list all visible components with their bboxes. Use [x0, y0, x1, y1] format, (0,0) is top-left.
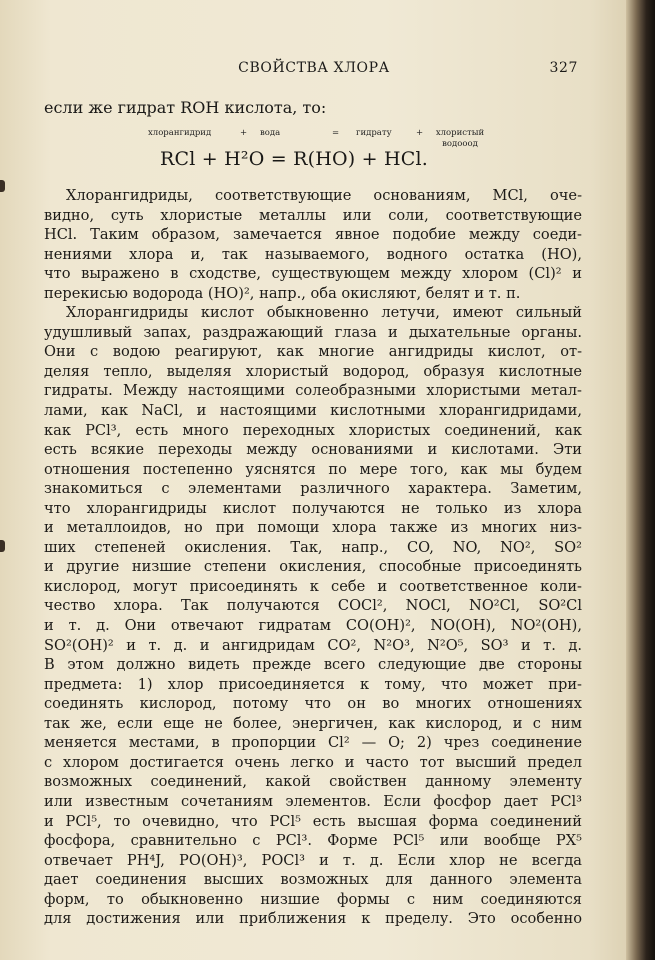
text-line: видно, суть хлористые металлы или соли, соответствующие [44, 206, 582, 224]
text-line: отвечает PH⁴J, PO(OH)³, POCl³ и т. д. Если хлор не всегда [44, 851, 582, 869]
text-line: как PCl³, есть много переходных хлористых соединений, как [44, 421, 582, 439]
text-line: с хлором достигается очень легко и часто тот высший предел [44, 753, 582, 771]
text-line: деляя тепло, выделяя хлористый водород, образуя кислотные [44, 362, 582, 380]
equation-label-hydrogen-chloride: хлористый водоoод [435, 128, 485, 149]
text-line: гидраты. Между настоящими солеобразными хлористыми метал- [44, 382, 582, 400]
text-line: и другие низшие степени окисления, способные присоединять [44, 558, 582, 576]
page-header-title: СВОЙСТВА ХЛОРА [238, 60, 390, 76]
chemical-equation: RCl + H²O = R(HO) + HCl. [160, 148, 428, 170]
text-line: удушливый запах, раздражающий глаза и дыхательные органы. [44, 323, 582, 341]
text-line: отношения постепенно уяснятся по мере того, как мы будем [44, 460, 582, 478]
page-edge-mark [0, 540, 5, 552]
text-line: что хлорангидриды кислот получаются не только из хлора [44, 499, 582, 517]
text-line: есть всякие переходы между основаниями и кислотами. Эти [44, 441, 582, 459]
equation-label-water: вода [260, 128, 281, 138]
text-line: или известным сочетаниям элементов. Если фосфор дает PCl³ [44, 792, 582, 810]
text-line: В этом должно видеть прежде всего следующие две стороны [44, 656, 582, 674]
equation-label-acid-chloride: хлорангидрид [148, 128, 212, 138]
text-line: чество хлора. Так получаются COCl², NOCl, NO²Cl, SO²Cl [44, 597, 582, 615]
text-line: меняется местами, в пропорции Cl² — O; 2) чрез соединение [44, 734, 582, 752]
equation-label-plus-1: + [240, 128, 248, 138]
text-line: Хлорангидриды, соответствующие основаниям, MCl, оче- [66, 187, 582, 204]
equation-label-plus-2: + [416, 128, 424, 138]
text-line: Они с водою реагируют, как многие ангидриды кислот, от- [44, 343, 582, 361]
text-line: фосфора, сравнительно с PCl³. Форме PCl⁵ или вообще PX⁵ [44, 832, 582, 850]
text-line: лами, как NaCl, и настоящими кислотными хлорангидридами, [44, 402, 582, 420]
text-line: форм, то обыкновенно низшие формы с ним соединяются [44, 890, 582, 908]
text-line: соединять кислород, потому что он во многих отношениях [44, 695, 582, 713]
page-number: 327 [549, 60, 578, 76]
text-line: кислород, могут присоединять к себе и соответственное коли- [44, 577, 582, 595]
text-line: так же, если еще не более, энергичен, как кислород, и с ним [44, 714, 582, 732]
page-edge-mark [0, 180, 5, 192]
text-line: ших степеней окисления. Так, напр., CO, NO, NO², SO² [44, 538, 582, 556]
equation-label-equals: = [332, 128, 340, 138]
text-line: возможных соединений, какой свойствен данному элементу [44, 773, 582, 791]
body-text [44, 186, 582, 929]
text-line: знакомиться с элементами различного характера. Заметим, [44, 480, 582, 498]
intro-line: если же гидрат ROH кислота, то: [44, 98, 327, 117]
text-line: нениями хлора и, так называемого, водного остатка (HO), [44, 245, 582, 263]
text-line: перекисью водорода (HO)², напр., оба окисляют, белят и т. п. [44, 284, 521, 302]
text-line: и т. д. Они отвечают гидратам CO(OH)², NO(OH), NO²(OH), [44, 617, 582, 635]
text-line: Хлорангидриды кислот обыкновенно летучи, имеют сильный [66, 304, 582, 322]
text-line: дает соединения высших возможных для данного элемента [44, 871, 582, 889]
text-line: и PCl⁵, то очевидно, что PCl⁵ есть высшая форма соединений [44, 812, 582, 830]
text-line: SO²(OH)² и т. д. и ангидридам CO², N²O³, N²O⁵, SO³ и т. д. [44, 636, 582, 654]
book-spine [626, 0, 655, 960]
text-line: HCl. Таким образом, замечается явное подобие между соеди- [44, 226, 582, 244]
text-line: что выражено в сходстве, существующем между хлором (Cl)² и [44, 265, 582, 283]
text-line: для достижения или приближения к пределу. Это особенно [44, 910, 582, 928]
text-line: предмета: 1) хлор присоединяется к тому, что может при- [44, 675, 582, 693]
running-header [44, 60, 584, 80]
equation-label-hydrate: гидрату [356, 128, 392, 138]
text-line: и металлоидов, но при помощи хлора также из многих низ- [44, 519, 582, 537]
